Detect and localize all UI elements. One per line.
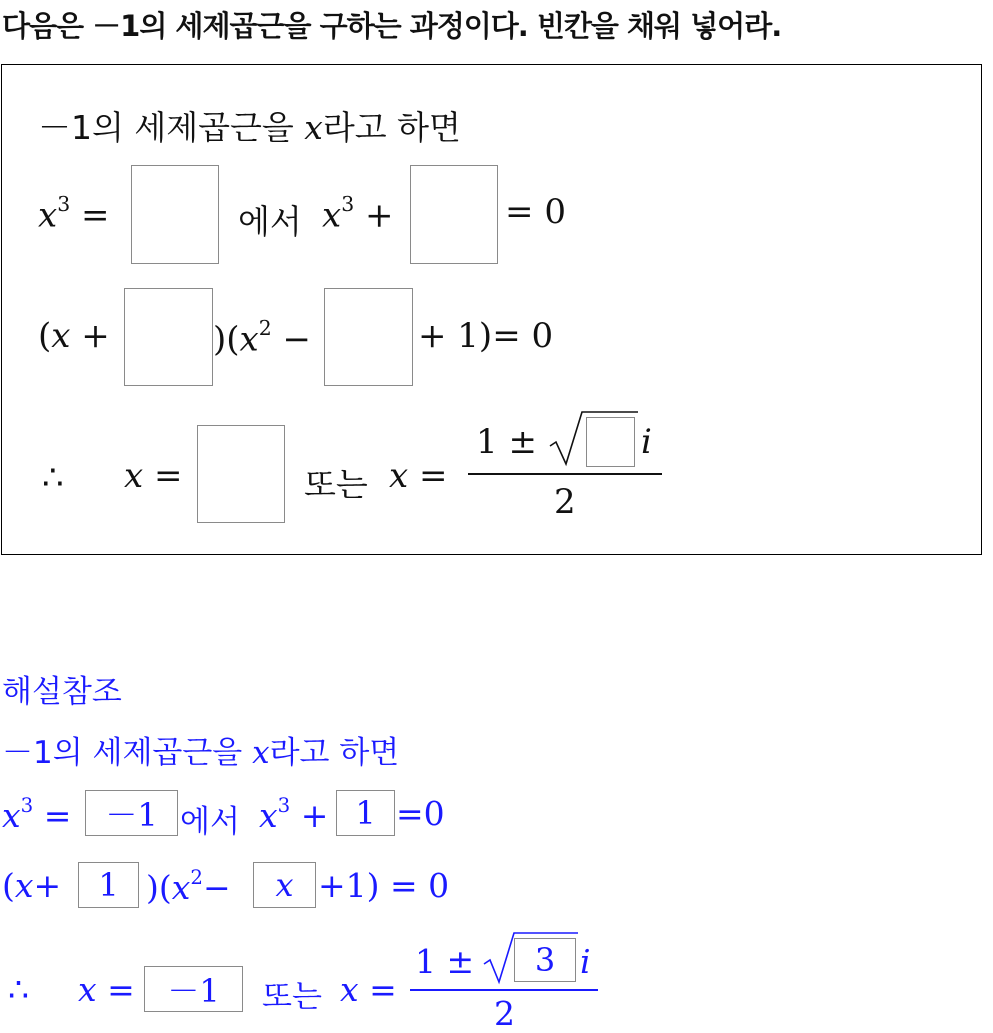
exponent: 3 (57, 192, 71, 216)
blank-quad-minus[interactable] (324, 288, 413, 386)
sol-or-word: 또는 (262, 979, 322, 1015)
exponent: 2 (190, 866, 203, 889)
therefore-symbol: ∴ (42, 458, 64, 498)
sol-in-from-word: 에서 (180, 804, 240, 840)
blank-x-cubed-plus[interactable] (410, 165, 498, 264)
var-x: x (38, 195, 58, 236)
var-x: x (389, 456, 409, 496)
line4-lhs (124, 456, 183, 496)
sol-imaginary-unit: i (580, 942, 591, 981)
answer-root1: －1 (144, 966, 243, 1012)
answer-x-cubed-equals: －1 (85, 790, 178, 836)
line2-rhs (505, 192, 566, 232)
sol-line2-mid (259, 794, 328, 835)
question-line1 (38, 102, 461, 149)
answer-quad-minus: x (253, 862, 316, 908)
solution-line1 (2, 727, 399, 772)
zero: 0 (531, 316, 554, 356)
sol-therefore-symbol: ∴ (8, 970, 29, 1009)
equals-zero: = 0 (390, 866, 450, 905)
var-x: x (259, 795, 278, 835)
equals-sign: = (419, 456, 448, 496)
plus-sign: + (300, 795, 329, 835)
equals-sign: = (154, 456, 183, 496)
var-x: x (78, 970, 97, 1009)
minus-sign: − (282, 319, 312, 360)
question-prompt: 다음은 －1의 세제곱근을 구하는 과정이다. 빈칸을 채워 넣어라. (2, 9, 782, 43)
line3-lhs (38, 316, 110, 356)
line3-mid (213, 316, 311, 359)
var-x: x (14, 866, 34, 905)
sol-fraction-denominator: 2 (494, 994, 515, 1033)
equals-sign: = (369, 970, 397, 1009)
sol-line2-rhs (396, 794, 445, 833)
var-x: x (2, 795, 21, 835)
plus-sign: + (81, 316, 110, 356)
sol-fraction-bar (410, 989, 598, 991)
line2-lhs (38, 192, 109, 235)
solution-heading: 해설참조 (2, 674, 122, 710)
solution-line1-suffix: 라고 하면 (269, 735, 400, 771)
var-x: x (322, 195, 342, 236)
fraction-bar (468, 473, 662, 475)
sol-line4-lhs (78, 970, 135, 1009)
answer-sqrt-value: 3 (514, 938, 576, 982)
minus-sign: − (202, 867, 231, 907)
blank-root1[interactable] (197, 425, 285, 523)
solution-line1-var: x (252, 735, 270, 771)
in-from-word: 에서 (238, 202, 302, 241)
solution-line1-prefix: －1의 세제곱근을 (2, 735, 243, 771)
or-word: 또는 (304, 465, 368, 504)
equals-sign: = (107, 970, 135, 1009)
blank-factor-plus[interactable] (124, 288, 213, 386)
blank-x-cubed-equals[interactable] (131, 165, 219, 264)
paren-join: )( (146, 867, 172, 907)
line3-rhs (418, 316, 553, 356)
equals-sign: = (505, 192, 534, 232)
var-x: x (51, 316, 71, 356)
left-paren: ( (2, 866, 15, 905)
line4-x-eq (389, 456, 448, 496)
equals-sign: = (80, 195, 110, 236)
paren-join: )( (213, 319, 240, 360)
line1-prefix: －1의 세제곱근을 (38, 108, 294, 147)
line2-mid (322, 192, 393, 235)
line1-var: x (304, 108, 323, 147)
sol-line4-x-eq (340, 970, 397, 1009)
plus-sign: + (33, 866, 62, 905)
fraction-denominator: 2 (554, 482, 576, 522)
exponent: 3 (277, 794, 291, 817)
zero: 0 (544, 192, 566, 232)
blank-sqrt-value[interactable] (586, 417, 635, 467)
plus-one-close: +1) (318, 866, 380, 905)
sol-line3-lhs (2, 866, 61, 905)
answer-x-cubed-plus: 1 (336, 790, 395, 836)
var-x: x (340, 970, 359, 1009)
exponent: 2 (258, 316, 272, 340)
equals-sign: = (43, 795, 72, 835)
left-paren: ( (38, 316, 52, 356)
exponent: 3 (20, 794, 34, 817)
var-x: x (171, 867, 191, 907)
exponent: 3 (341, 192, 355, 216)
var-x: x (124, 456, 144, 496)
sol-line3-mid (146, 866, 231, 907)
fraction-numerator-prefix: 1 ± (476, 422, 537, 462)
plus-sign: + (364, 195, 394, 236)
zero: 0 (423, 794, 445, 833)
equals-sign: = (396, 794, 424, 833)
answer-factor-plus: 1 (78, 862, 139, 908)
var-x: x (239, 319, 259, 360)
sol-fraction-numerator-prefix: 1 ± (415, 942, 475, 981)
imaginary-unit: i (641, 422, 652, 462)
equals-sign: = (492, 316, 521, 356)
sol-line2-lhs (2, 794, 71, 835)
plus-one-close: + 1) (418, 316, 493, 356)
line1-suffix: 라고 하면 (322, 108, 461, 147)
sol-line3-rhs (318, 866, 449, 905)
